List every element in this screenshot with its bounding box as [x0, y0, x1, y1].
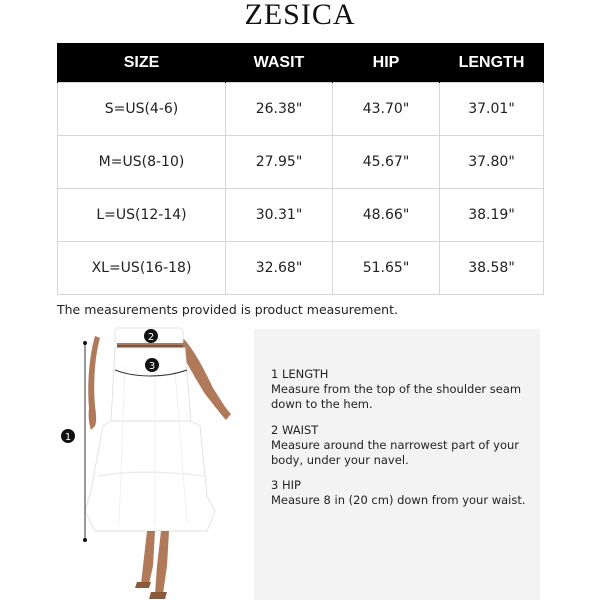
left-leg — [141, 531, 155, 584]
left-arm — [88, 336, 100, 430]
cell-hip: 51.65" — [333, 242, 440, 295]
cell-hip: 45.67" — [333, 136, 440, 189]
cell-hip: 43.70" — [333, 83, 440, 136]
marker-3 — [145, 358, 159, 372]
marker-1 — [61, 429, 75, 443]
guide-waist-text: Measure around the narrowest part of your body, under your navel. — [271, 438, 519, 467]
guide-waist-heading: 2 WAIST — [271, 423, 319, 437]
cell-size: M=US(8-10) — [58, 136, 226, 189]
size-chart-table — [57, 43, 544, 295]
cell-length: 38.58" — [440, 242, 544, 295]
guide-waist — [271, 423, 533, 468]
marker-2 — [144, 329, 158, 343]
guide-hip — [271, 478, 533, 508]
cell-length: 38.19" — [440, 189, 544, 242]
table-row — [58, 242, 544, 295]
table-header-row — [58, 43, 544, 83]
cell-size: L=US(12-14) — [58, 189, 226, 242]
marker-2-label: 2 — [147, 332, 155, 343]
table-row — [58, 83, 544, 136]
cell-waist: 26.38" — [226, 83, 333, 136]
guide-length — [271, 367, 533, 412]
header-waist: WASIT — [226, 43, 333, 83]
table-row — [58, 189, 544, 242]
model-illustration — [55, 326, 245, 600]
guide-length-text: Measure from the top of the shoulder seam down to the hem. — [271, 382, 522, 411]
cell-length: 37.01" — [440, 83, 544, 136]
left-sandal — [135, 582, 151, 588]
cell-hip: 48.66" — [333, 189, 440, 242]
brand-logo: ZESICA — [244, 0, 356, 31]
cell-size: XL=US(16-18) — [58, 242, 226, 295]
cell-waist: 27.95" — [226, 136, 333, 189]
cell-size: S=US(4-6) — [58, 83, 226, 136]
table-row — [58, 136, 544, 189]
guide-hip-text: Measure 8 in (20 cm) down from your waist. — [271, 493, 526, 507]
header-size: SIZE — [58, 43, 226, 83]
marker-3-label: 3 — [148, 361, 156, 372]
right-leg — [155, 531, 169, 594]
header-hip: HIP — [333, 43, 440, 83]
right-sandal — [149, 592, 167, 599]
cell-waist: 30.31" — [226, 189, 333, 242]
guide-length-heading: 1 LENGTH — [271, 367, 329, 381]
measurement-guide-panel — [254, 329, 540, 600]
guide-hip-heading: 3 HIP — [271, 478, 301, 492]
marker-1-label: 1 — [64, 432, 72, 443]
measurement-note: The measurements provided is product measurement. — [57, 302, 398, 317]
cell-length: 37.80" — [440, 136, 544, 189]
cell-waist: 32.68" — [226, 242, 333, 295]
header-length: LENGTH — [440, 43, 544, 83]
